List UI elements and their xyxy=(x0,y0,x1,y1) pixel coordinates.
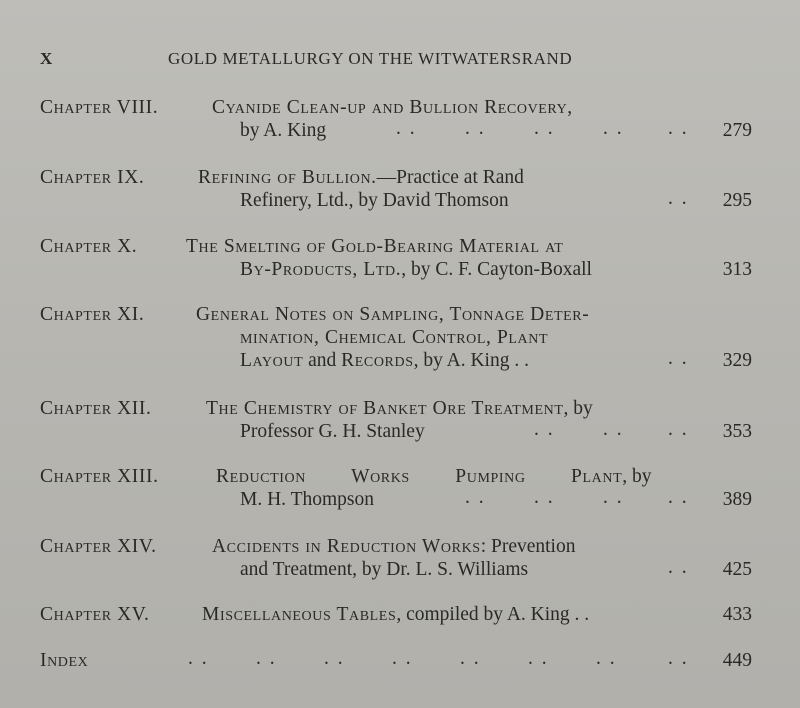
chapter-label: Chapter X. xyxy=(40,236,138,257)
chapter-author: Refinery, Ltd., by David Thomson xyxy=(240,190,509,211)
leader-dots: . . xyxy=(188,648,209,669)
page-ref: 389 xyxy=(722,489,752,510)
chapter-author: , compiled by A. King . . xyxy=(396,604,590,625)
chapter-title: Refining of Bullion. xyxy=(198,167,377,188)
chapter-author: M. H. Thompson xyxy=(240,489,374,510)
leader-dots: . . xyxy=(465,487,486,508)
page-ref: 279 xyxy=(722,120,752,141)
leader-dots: . . xyxy=(603,118,624,139)
leader-dots: . . xyxy=(596,648,617,669)
chapter-title: General Notes on Sampling, Tonnage Deter- xyxy=(196,304,590,325)
leader-dots: . . xyxy=(324,648,345,669)
chapter-title-continued: Layout xyxy=(240,350,304,371)
page-ref: 295 xyxy=(722,190,752,211)
chapter-label: Chapter VIII. xyxy=(40,97,159,118)
chapter-title-continued: Records xyxy=(341,350,414,371)
toc-entry-index xyxy=(40,649,752,672)
leader-dots: . . xyxy=(396,118,417,139)
toc-entry-chapter-xiv xyxy=(40,535,752,581)
chapter-author: Professor G. H. Stanley xyxy=(240,421,425,442)
leader-dots: . . xyxy=(465,118,486,139)
page-ref: 313 xyxy=(722,259,752,280)
chapter-title: Miscellaneous Tables xyxy=(202,604,397,625)
chapter-label: Chapter XV. xyxy=(40,604,150,625)
chapter-label: Chapter XIII. xyxy=(40,466,159,487)
chapter-title: Accidents in Reduction Works xyxy=(212,536,481,557)
leader-dots: . . xyxy=(668,188,689,209)
chapter-author: , by A. King . . xyxy=(413,350,529,371)
leader-dots: . . xyxy=(668,648,689,669)
chapter-author: by A. King xyxy=(240,120,327,141)
chapter-label: Chapter IX. xyxy=(40,167,145,188)
leader-dots: . . xyxy=(528,648,549,669)
toc-entry-chapter-xiii xyxy=(40,465,752,511)
leader-dots: . . xyxy=(668,557,689,578)
toc-entry-chapter-ix xyxy=(40,166,752,212)
chapter-label: Chapter XI. xyxy=(40,304,145,325)
chapter-author: , by C. F. Cayton-Boxall xyxy=(401,259,592,280)
chapter-title: Reduction Works Pumping Plant xyxy=(216,466,623,487)
chapter-title: The Smelting of Gold-Bearing Material at xyxy=(186,236,564,257)
conjunction: and xyxy=(303,350,342,371)
page-ref: 329 xyxy=(722,350,752,371)
leader-dots: . . xyxy=(668,348,689,369)
leader-dots: . . xyxy=(603,487,624,508)
leader-dots: . . xyxy=(668,487,689,508)
toc-entry-chapter-xii xyxy=(40,397,752,443)
chapter-subtitle: —Practice at Rand xyxy=(376,167,524,188)
toc-entry-chapter-x xyxy=(40,235,752,281)
page-ref: 433 xyxy=(722,604,752,625)
chapter-title-continued: mination, Chemical Control, Plant xyxy=(240,327,549,348)
toc-entry-chapter-xi xyxy=(40,303,752,372)
leader-dots: . . xyxy=(534,487,555,508)
leader-dots: . . xyxy=(668,419,689,440)
index-label: Index xyxy=(40,650,89,671)
leader-dots: . . xyxy=(460,648,481,669)
running-title: GOLD METALLURGY ON THE WITWATERSRAND xyxy=(168,49,573,68)
chapter-title: The Chemistry of Banket Ore Treatment xyxy=(206,398,564,419)
by-word: , by xyxy=(563,398,593,419)
leader-dots: . . xyxy=(534,118,555,139)
leader-dots: . . xyxy=(392,648,413,669)
chapter-subtitle: : Prevention xyxy=(480,536,576,557)
toc-entry-chapter-xv xyxy=(40,603,752,626)
leader-dots: . . xyxy=(256,648,277,669)
leader-dots: . . xyxy=(603,419,624,440)
chapter-label: Chapter XII. xyxy=(40,398,152,419)
page-ref: 353 xyxy=(722,421,752,442)
company-name: By-Products, Ltd. xyxy=(240,259,402,280)
chapter-author: and Treatment, by Dr. L. S. Williams xyxy=(240,559,529,580)
by-word: , by xyxy=(622,466,652,487)
page-ref: 449 xyxy=(722,650,752,671)
toc-entry-chapter-viii xyxy=(40,96,752,142)
chapter-title: Cyanide Clean-up and Bullion Recovery, xyxy=(212,97,573,118)
leader-dots: . . xyxy=(534,419,555,440)
chapter-label: Chapter XIV. xyxy=(40,536,157,557)
page-ref: 425 xyxy=(722,559,752,580)
page-number: X xyxy=(40,49,53,68)
leader-dots: . . xyxy=(668,118,689,139)
